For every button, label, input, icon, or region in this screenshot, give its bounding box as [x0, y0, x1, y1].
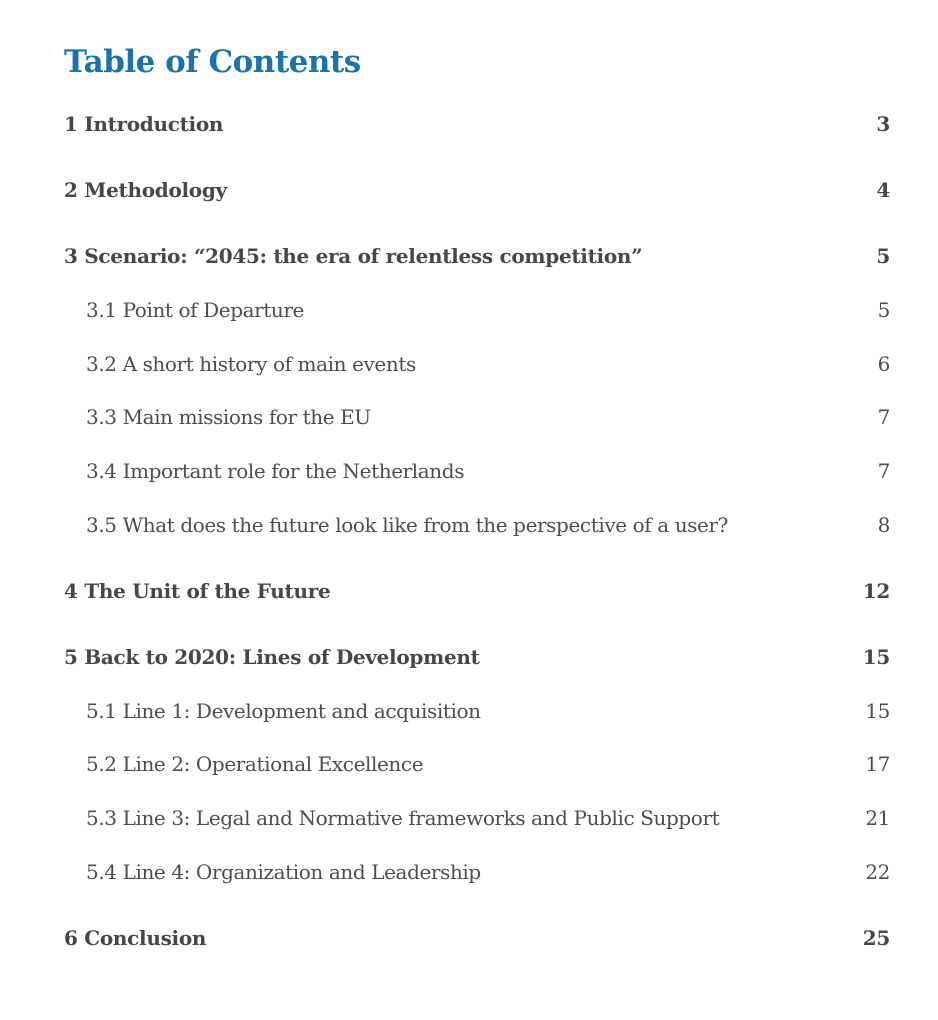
toc-entry-short-history[interactable] [0, 352, 938, 382]
toc-entry-label: 4 The Unit of the Future [64, 579, 331, 603]
toc-entry-main-missions[interactable] [0, 405, 938, 435]
toc-entry-page: 8 [877, 513, 890, 537]
toc-entry-label: 5 Back to 2020: Lines of Development [64, 645, 480, 669]
toc-entry-page: 4 [876, 178, 890, 202]
toc-entry-role-netherlands[interactable] [0, 459, 938, 489]
toc-entry-label: 2 Methodology [64, 178, 227, 202]
toc-entry-label: 5.3 Line 3: Legal and Normative frameworks and Public Support [86, 806, 720, 830]
toc-entry-scenario[interactable] [0, 244, 938, 274]
toc-entry-page: 5 [876, 244, 890, 268]
toc-entry-page: 21 [865, 806, 890, 830]
toc-entry-label: 6 Conclusion [64, 926, 207, 950]
toc-entry-page: 12 [862, 579, 890, 603]
toc-entry-page: 7 [877, 459, 890, 483]
toc-entry-label: 5.4 Line 4: Organization and Leadership [86, 860, 481, 884]
toc-entry-label: 3 Scenario: “2045: the era of relentless competition” [64, 244, 643, 268]
toc-entry-page: 7 [877, 405, 890, 429]
toc-entry-page: 25 [862, 926, 890, 950]
toc-entry-unit-of-future[interactable] [0, 579, 938, 609]
toc-entry-line-4[interactable] [0, 860, 938, 890]
toc-entry-line-2[interactable] [0, 752, 938, 782]
toc-entry-label: 3.4 Important role for the Netherlands [86, 459, 465, 483]
toc-entry-page: 6 [877, 352, 890, 376]
toc-entry-page: 15 [865, 699, 890, 723]
toc-entry-line-3[interactable] [0, 806, 938, 836]
toc-entry-page: 22 [865, 860, 890, 884]
toc-entry-page: 5 [877, 298, 890, 322]
toc-entry-page: 17 [865, 752, 890, 776]
toc-title: Table of Contents [64, 44, 361, 80]
toc-entry-page: 15 [862, 645, 890, 669]
toc-entry-label: 1 Introduction [64, 112, 224, 136]
toc-entry-line-1[interactable] [0, 699, 938, 729]
toc-entry-user-perspective[interactable] [0, 513, 938, 543]
toc-entry-label: 3.5 What does the future look like from the perspective of a user? [86, 513, 728, 537]
toc-entry-label: 5.2 Line 2: Operational Excellence [86, 752, 424, 776]
toc-entry-point-of-departure[interactable] [0, 298, 938, 328]
toc-entry-introduction[interactable] [0, 112, 938, 142]
toc-entry-label: 3.1 Point of Departure [86, 298, 304, 322]
toc-entry-label: 3.3 Main missions for the EU [86, 405, 371, 429]
toc-entry-label: 3.2 A short history of main events [86, 352, 416, 376]
toc-entry-conclusion[interactable] [0, 926, 938, 956]
toc-entry-back-to-2020[interactable] [0, 645, 938, 675]
toc-entry-methodology[interactable] [0, 178, 938, 208]
toc-entry-label: 5.1 Line 1: Development and acquisition [86, 699, 481, 723]
toc-entry-page: 3 [876, 112, 890, 136]
